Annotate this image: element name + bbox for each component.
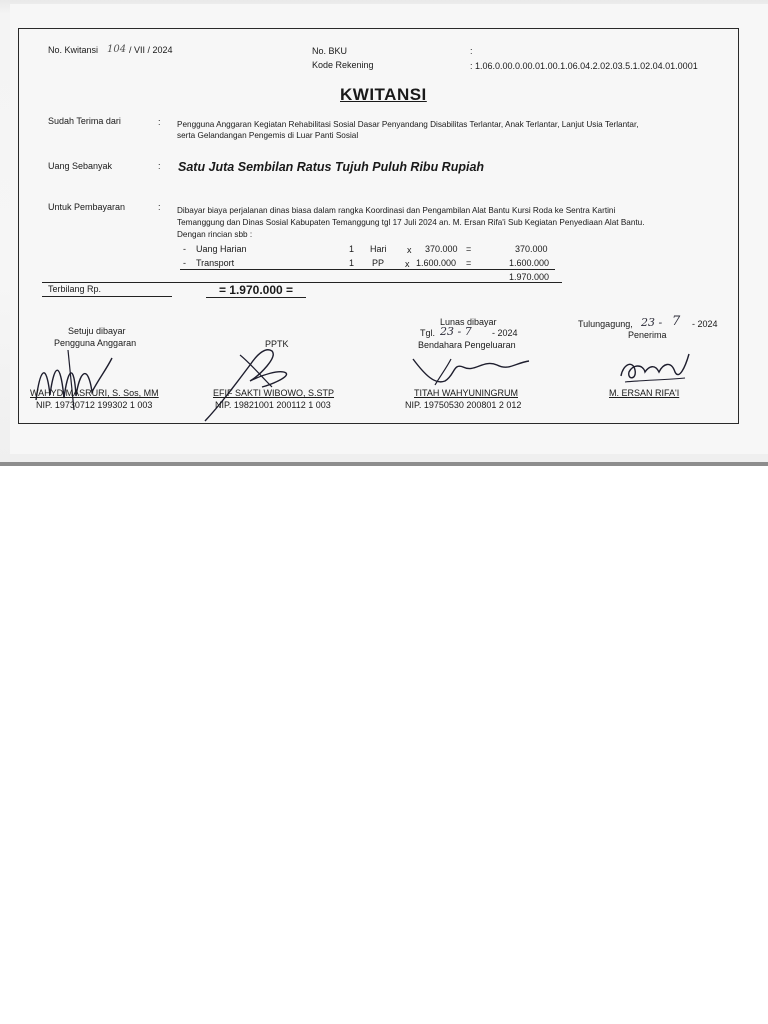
signature-bendahara [405, 345, 535, 393]
item-unit: PP [372, 258, 385, 268]
place-label: Tulungagung, [578, 319, 633, 329]
item-qty: 1 [349, 258, 355, 268]
scanned-document [0, 0, 768, 466]
bku-value: : [470, 46, 473, 56]
bku-label: No. BKU [312, 46, 348, 56]
colon: : [158, 202, 161, 212]
item-name: Transport [196, 258, 235, 268]
item-price: 1.600.000 [416, 258, 457, 268]
bendahara-label: Bendahara Pengeluaran [418, 340, 516, 350]
pengguna-anggaran-name: WAHYD MASRURI, S. Sos, MM [30, 388, 159, 398]
item-times: x [407, 245, 412, 255]
item-total: 1.600.000 [509, 258, 550, 268]
uang-sebanyak-label: Uang Sebanyak [48, 161, 113, 171]
item-equals: = [466, 258, 472, 268]
untuk-pembayaran-line1: Dibayar biaya perjalanan dinas biasa dalam rangka Koordinasi dan Pengambilan Alat Bantu Kursi Roda ke Sentra Kartini [177, 206, 616, 215]
item-name: Uang Harian [196, 244, 247, 254]
bendahara-name: TITAH WAHYUNINGRUM [414, 388, 518, 398]
terbilang-underline [42, 296, 172, 297]
kwitansi-number-suffix: / VII / 2024 [129, 45, 173, 55]
items-underline [180, 269, 555, 270]
amount-in-words: Satu Juta Sembilan Ratus Tujuh Puluh Ribu Rupiah [178, 160, 485, 174]
penerima-label: Penerima [628, 330, 667, 340]
sudah-terima-label: Sudah Terima dari [48, 116, 121, 126]
untuk-pembayaran-label: Untuk Pembayaran [48, 202, 126, 212]
place-day-handwritten: 23 - [641, 316, 663, 329]
place-month-handwritten: 7 [672, 314, 681, 329]
item-dash: - [183, 258, 186, 268]
colon: : [158, 161, 161, 171]
signature-penerima [615, 350, 695, 390]
bendahara-nip: NIP. 19750530 200801 2 012 [405, 400, 522, 410]
terbilang-amount: = 1.970.000 = [206, 282, 306, 298]
tgl-label: Tgl. [420, 328, 436, 338]
item-unit: Hari [370, 244, 387, 254]
signature-pptk [200, 335, 310, 425]
sudah-terima-value-line1: Pengguna Anggaran Kegiatan Rehabilitasi Sosial Dasar Penyandang Disabilitas Terlantar, Anak Terlantar, Lanjut Usia Terlantar, [177, 120, 639, 129]
pptk-nip: NIP. 19821001 200112 1 003 [215, 400, 331, 410]
untuk-pembayaran-line3: Dengan rincian sbb : [177, 230, 253, 239]
place-year: - 2024 [692, 319, 718, 329]
setuju-dibayar-label: Setuju dibayar [68, 326, 126, 336]
sudah-terima-value-line2: serta Gelandangan Pengemis di Luar Panti Sosial [177, 131, 359, 140]
item-total: 370.000 [515, 244, 548, 254]
item-dash: - [183, 244, 186, 254]
item-equals: = [466, 244, 472, 254]
document-title: KWITANSI [340, 85, 427, 104]
kode-rekening-value: : 1.06.0.00.0.00.01.00.1.06.04.2.02.03.5.1.02.04.01.0001 [470, 61, 698, 71]
kwitansi-number-label: No. Kwitansi [48, 45, 99, 55]
terbilang-label: Terbilang Rp. [48, 284, 102, 294]
items-sum-total: 1.970.000 [509, 272, 550, 282]
lunas-dibayar-label: Lunas dibayar [440, 317, 497, 327]
pptk-name: EFIF SAKTI WIBOWO, S.STP [213, 388, 335, 398]
penerima-name: M. ERSAN RIFA'I [609, 388, 680, 398]
kwitansi-number-handwritten: 104 [107, 44, 127, 55]
colon: : [158, 117, 161, 127]
item-qty: 1 [349, 244, 355, 254]
pptk-label: PPTK [265, 339, 289, 349]
tgl-handwritten: 23 - 7 [440, 325, 472, 338]
pengguna-anggaran-nip: NIP. 19730712 199302 1 003 [36, 400, 153, 410]
item-price: 370.000 [425, 244, 458, 254]
item-times: x [405, 259, 410, 269]
kode-rekening-label: Kode Rekening [312, 60, 374, 70]
pengguna-anggaran-label: Pengguna Anggaran [54, 338, 137, 348]
tgl-year: - 2024 [492, 328, 518, 338]
untuk-pembayaran-line2: Temanggung dan Dinas Sosial Kabupaten Temanggung tgl 17 Juli 2024 an. M. Ersan Rifa'i Sub Kegiatan Penyediaan Alat Bantu. [177, 218, 645, 227]
